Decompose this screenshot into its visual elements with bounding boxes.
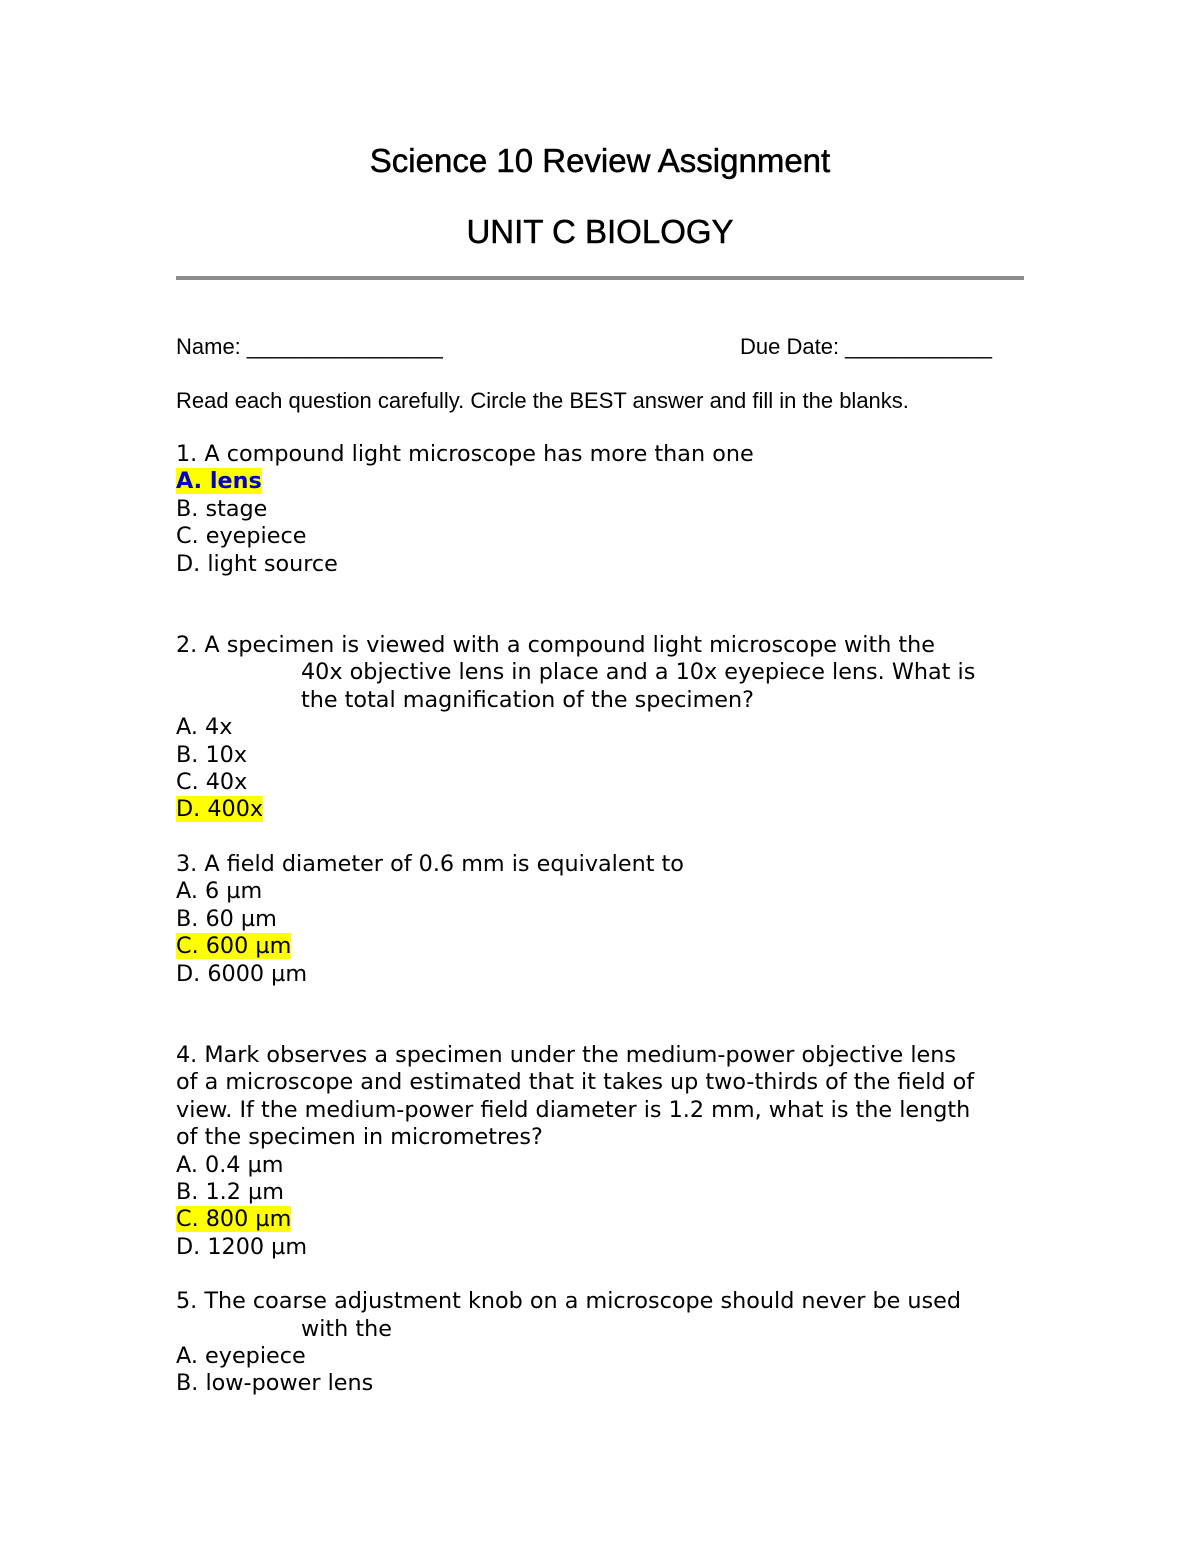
page-title: Science 10 Review Assignment: [369, 142, 831, 179]
answer-highlight: A. lens: [176, 468, 262, 495]
question-4-option-b[interactable]: B. 1.2 µm: [176, 1178, 284, 1205]
question-4-stem: 4. Mark observes a specimen under the medium-power objective lens: [176, 1041, 957, 1068]
question-5-option-a[interactable]: A. eyepiece: [176, 1342, 306, 1369]
question-1-option-d[interactable]: D. light source: [176, 550, 338, 577]
unit-subtitle: UNIT C BIOLOGY: [466, 213, 734, 250]
question-1-option-a[interactable]: [176, 468, 1056, 495]
question-1-option-c[interactable]: C. eyepiece: [176, 523, 307, 550]
spacer: [176, 988, 1056, 1042]
question-1: [176, 441, 1056, 578]
question-5: [176, 1288, 1056, 1398]
question-4-option-a[interactable]: A. 0.4 µm: [176, 1151, 284, 1178]
name-field-label: Name: ________________: [176, 334, 443, 359]
header-divider: [176, 276, 1024, 280]
spacer: [176, 1261, 1056, 1288]
question-2-stem-continued: the total magnification of the specimen?: [301, 686, 754, 713]
answer-highlight: C. 800 µm: [176, 1206, 292, 1233]
question-3-option-a[interactable]: A. 6 µm: [176, 878, 263, 905]
question-3: [176, 851, 1056, 988]
question-4-option-d[interactable]: D. 1200 µm: [176, 1233, 308, 1260]
question-2-option-a[interactable]: A. 4x: [176, 714, 233, 741]
question-1-stem: 1. A compound light microscope has more than one: [176, 441, 754, 467]
question-2-stem: 2. A specimen is viewed with a compound light microscope with the: [176, 632, 936, 659]
question-2-option-c[interactable]: C. 40x: [176, 769, 248, 796]
answer-highlight: D. 400x: [176, 796, 264, 823]
question-4-stem-continued: of the specimen in micrometres?: [176, 1124, 543, 1151]
question-5-option-b[interactable]: B. low-power lens: [176, 1370, 374, 1397]
question-4-stem-continued: of a microscope and estimated that it takes up two-thirds of the field of: [176, 1069, 975, 1096]
question-2-option-b[interactable]: B. 10x: [176, 741, 248, 768]
question-3-option-c[interactable]: [176, 933, 1056, 960]
question-2: [176, 632, 1056, 824]
due-date-field-label: Due Date: ____________: [740, 334, 992, 359]
spacer: [176, 824, 1056, 851]
question-4-option-c[interactable]: [176, 1206, 1056, 1233]
question-1-option-b[interactable]: B. stage: [176, 495, 268, 522]
question-list: [176, 441, 1056, 1398]
instructions-text: Read each question carefully. Circle the BEST answer and fill in the blanks.: [176, 388, 909, 413]
question-3-stem: 3. A field diameter of 0.6 mm is equivalent to: [176, 850, 684, 877]
question-5-stem-continued: with the: [301, 1315, 392, 1342]
answer-highlight: C. 600 µm: [176, 933, 292, 960]
question-3-option-b[interactable]: B. 60 µm: [176, 905, 277, 932]
question-5-stem: 5. The coarse adjustment knob on a microscope should never be used: [176, 1288, 962, 1315]
question-4-stem-continued: view. If the medium-power field diameter is 1.2 mm, what is the length: [176, 1096, 971, 1123]
question-4: [176, 1042, 1056, 1261]
question-2-option-d[interactable]: [176, 796, 1056, 823]
question-3-option-d[interactable]: D. 6000 µm: [176, 960, 308, 987]
spacer: [176, 578, 1056, 632]
question-2-stem-continued: 40x objective lens in place and a 10x eyepiece lens. What is: [301, 659, 976, 686]
